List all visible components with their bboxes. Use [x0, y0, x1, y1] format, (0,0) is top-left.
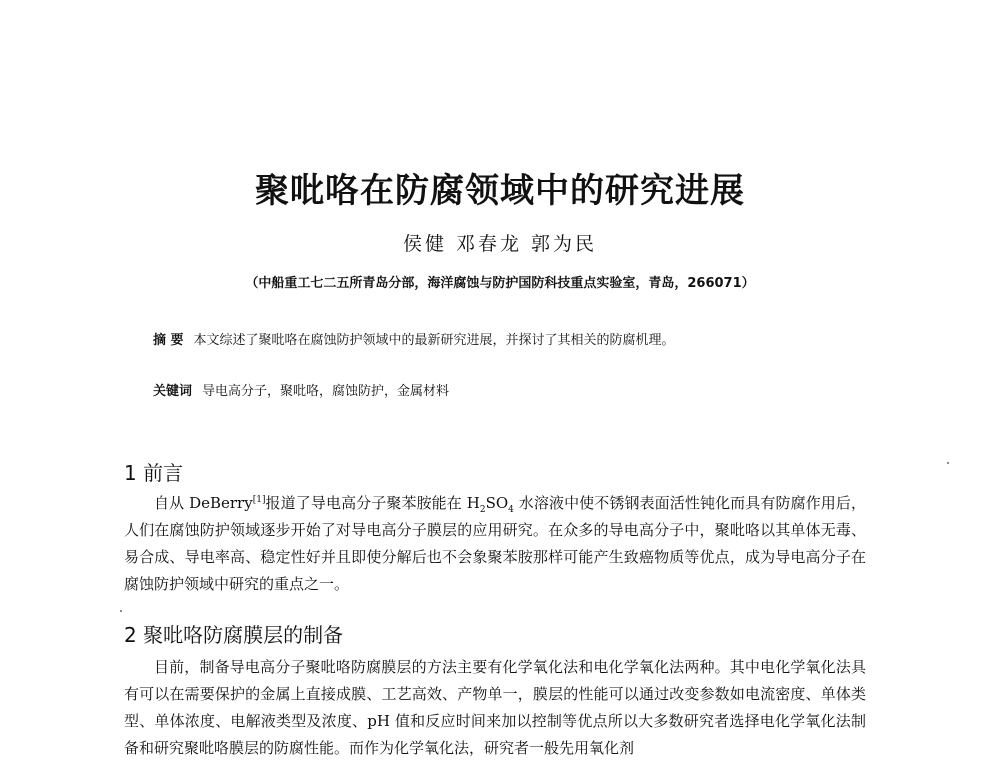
formula-subscript: 4: [508, 505, 514, 515]
keywords-text: 导电高分子，聚吡咯，腐蚀防护，金属材料: [202, 384, 450, 399]
intro-text-b: 报道了导电高分子聚苯胺能在 H: [265, 494, 480, 512]
paper-affiliation: （中船重工七二五所青岛分部，海洋腐蚀与防护国防科技重点实验室，青岛，266071）: [245, 276, 755, 291]
abstract: [153, 329, 675, 348]
intro-text-c: SO: [485, 494, 509, 512]
keywords: [153, 380, 449, 399]
scan-speck: [120, 610, 122, 612]
abstract-label: 摘 要: [153, 333, 184, 348]
formula-subscript: 2: [479, 505, 486, 515]
citation-ref: [1]: [252, 495, 266, 505]
preparation-text: 目前，制备导电高分子聚吡咯防腐膜层的方法主要有化学氧化法和电化学氧化法两种。其中电化学氧化法具有可以在需要保护的金属上直接成膜、工艺高效、产物单一，膜层的性能可以通过改变参数如电流密度、单体类型、单体浓度、电解液类型及浓度、pH 值和反应时间来加以控制等优点所以大多数研究者选择电化学氧化法制备和研究聚吡咯膜层的防腐性能。而作为化学氧化法，研究者一般先用氧化剂: [124, 658, 866, 757]
scan-speck: [947, 462, 949, 464]
paper-title: 聚吡咯在防腐领域中的研究进展: [255, 171, 745, 211]
section-heading-introduction: 1 前言: [124, 461, 184, 485]
keywords-label: 关键词: [153, 384, 193, 399]
intro-text-a: 自从 DeBerry: [154, 494, 253, 512]
section-heading-preparation: 2 聚吡咯防腐膜层的制备: [124, 623, 344, 647]
paper-authors: 侯健 邓春龙 郭为民: [402, 233, 598, 255]
preparation-paragraph: [124, 654, 866, 762]
abstract-text: 本文综述了聚吡咯在腐蚀防护领域中的最新研究进展，并探讨了其相关的防腐机理。: [193, 333, 675, 348]
introduction-paragraph: [124, 490, 866, 598]
intro-text-d: 水溶液中使不锈钢表面活性钝化而具有防腐作用后，人们在腐蚀防护领域逐步开始了对导电高分子膜层的应用研究。在众多的导电高分子中，聚吡咯以其单体无毒、易合成、导电率高、稳定性好并且即使分解后也不会象聚苯胺那样可能产生致癌物质等优点，成为导电高分子在腐蚀防护领域中研究的重点之一。: [124, 494, 867, 593]
